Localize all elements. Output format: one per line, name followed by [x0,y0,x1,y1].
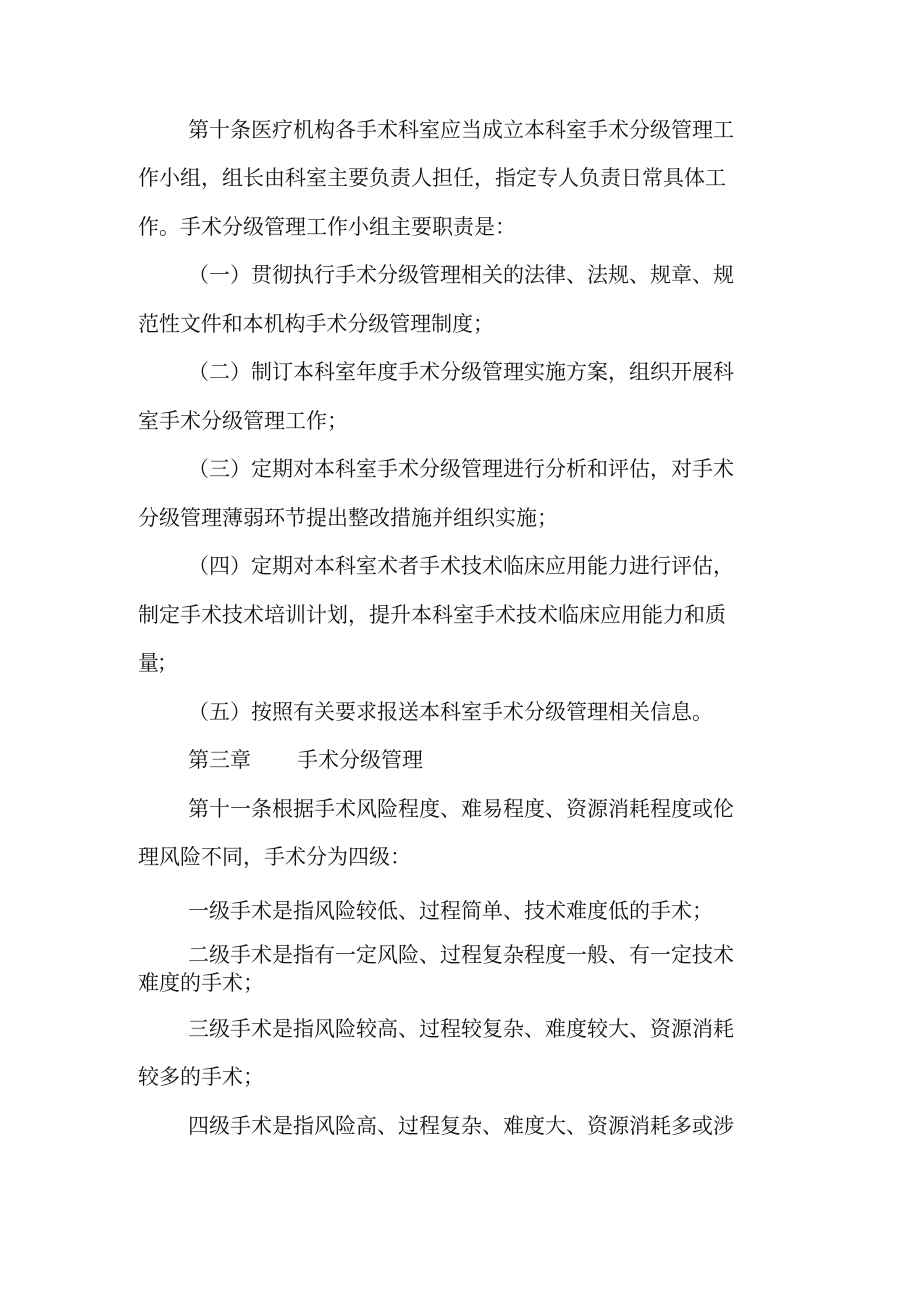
paragraph-line: 第十条医疗机构各手术科室应当成立本科室手术分级管理工 [188,118,734,142]
paragraph-line: （一）贯彻执行手术分级管理相关的法律、法规、规章、规 [188,263,734,287]
paragraph-line: 量； [138,651,176,675]
paragraph-line: 四级手术是指风险高、过程复杂、难度大、资源消耗多或涉 [188,1114,734,1138]
paragraph-line: 二级手术是指有一定风险、过程复杂程度一般、有一定技术 [188,943,734,967]
paragraph-line: 较多的手术； [138,1065,264,1089]
paragraph-line: （四）定期对本科室术者手术技术临床应用能力进行评估， [188,554,734,578]
paragraph-line: （三）定期对本科室手术分级管理进行分析和评估，对手术 [188,457,734,481]
chapter-number: 第三章 [188,748,251,772]
chapter-title: 手术分级管理 [297,748,423,772]
paragraph-line: 作。手术分级管理工作小组主要职责是： [138,215,516,239]
paragraph-line: （五）按照有关要求报送本科室手术分级管理相关信息。 [188,700,713,724]
paragraph-line: 理风险不同，手术分为四级： [138,845,411,869]
paragraph-line: 作小组，组长由科室主要负责人担任，指定专人负责日常具体工 [138,166,726,190]
paragraph-line: （二）制订本科室年度手术分级管理实施方案，组织开展科 [188,360,734,384]
paragraph-line: 第十一条根据手术风险程度、难易程度、资源消耗程度或伦 [188,797,734,821]
paragraph-line: 难度的手术； [138,971,264,995]
paragraph-line: 一级手术是指风险较低、过程简单、技术难度低的手术； [188,899,713,923]
paragraph-line: 三级手术是指风险较高、过程较复杂、难度较大、资源消耗 [188,1017,734,1041]
paragraph-line: 制定手术技术培训计划，提升本科室手术技术临床应用能力和质 [138,603,726,627]
paragraph-line: 室手术分级管理工作； [138,409,348,433]
chapter-heading [188,745,423,775]
paragraph-line: 分级管理薄弱环节提出整改措施并组织实施； [138,506,558,530]
paragraph-line: 范性文件和本机构手术分级管理制度； [138,312,494,336]
